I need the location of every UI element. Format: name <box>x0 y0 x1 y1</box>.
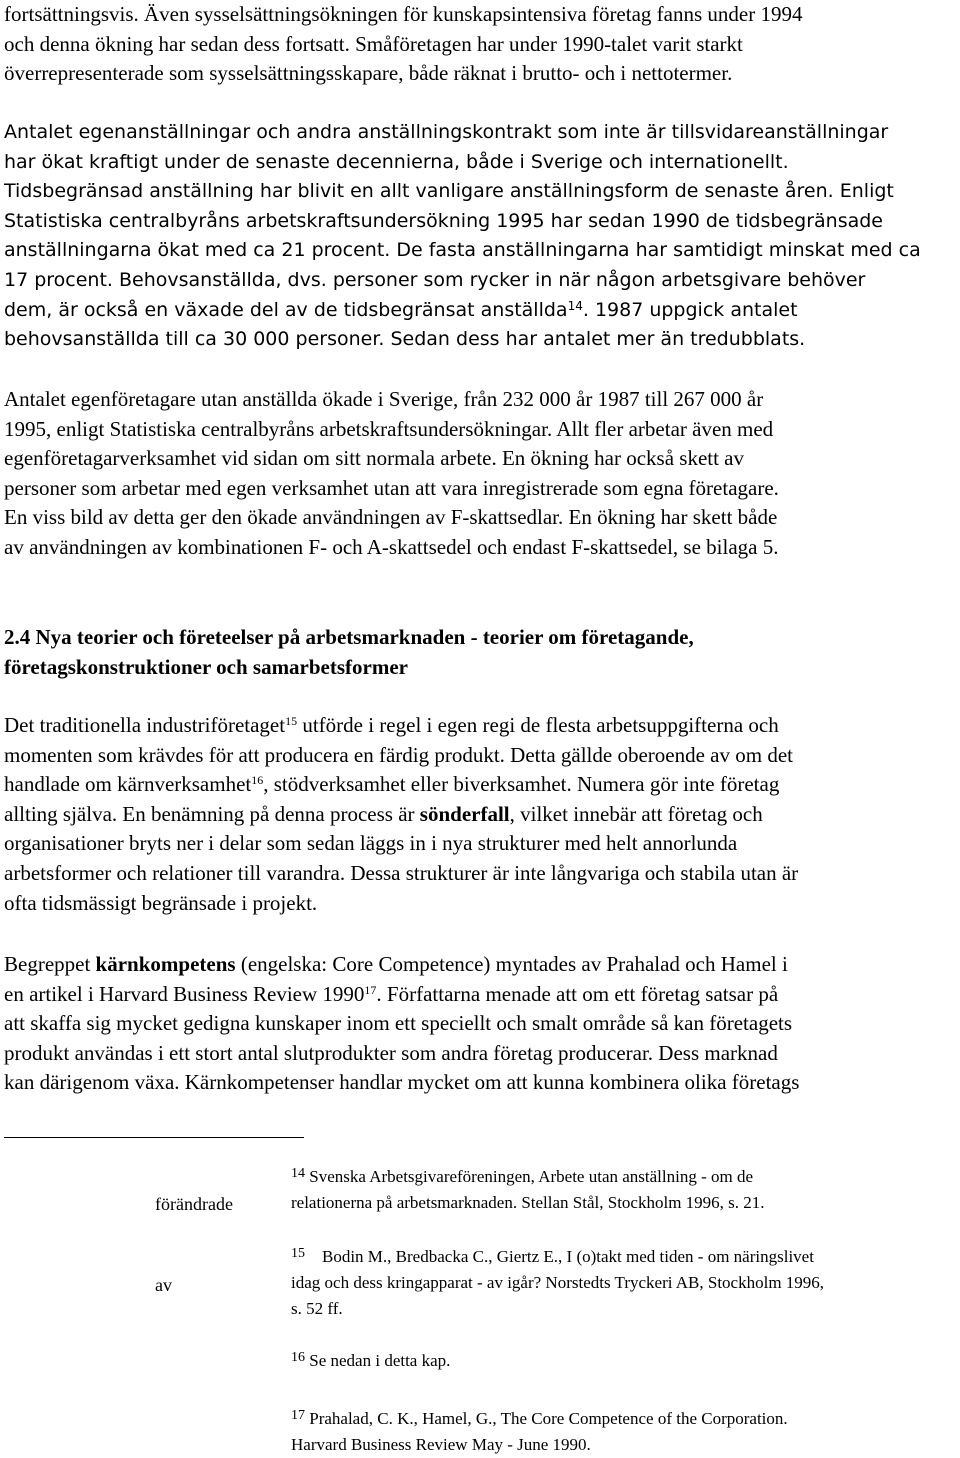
footnote-line: Harvard Business Review May - June 1990. <box>291 1435 591 1454</box>
text-line: överrepresenterade som sysselsättningsskapare, både räknat i brutto- och i nettotermer. <box>4 61 733 86</box>
footnote-ref-14[interactable]: 14 <box>567 298 583 313</box>
text-run: Begreppet <box>4 952 96 976</box>
text-line: personer som arbetar med egen verksamhet utan att vara inregistrerade som egna företagare. <box>4 475 779 500</box>
text-line: Antalet egenföretagare utan anställda ökade i Sverige, från 232 000 år 1987 till 267 000 år <box>4 387 764 411</box>
bold-term: sönderfall <box>419 801 510 826</box>
footnote-text: Se nedan i detta kap. <box>305 1351 451 1370</box>
footnote-text: Prahalad, C. K., Hamel, G., The Core Competence of the Corporation. <box>305 1409 788 1428</box>
text-line: organisationer bryts ner i delar som sedan läggs in i nya strukturer med helt annorlunda <box>4 831 738 856</box>
paragraph-5 <box>4 950 799 1098</box>
text-line: av användningen av kombinationen F- och A-skattsedel och endast F-skattsedel, se bilaga 5. <box>4 534 779 559</box>
text-line <box>4 325 921 355</box>
text-run: Tidsbegränsad anställning har blivit en allt vanligare anställningsform de senaste åren. <box>4 180 834 203</box>
footnote-number: 16 <box>291 1350 305 1365</box>
text-line: och denna ökning har sedan dess fortsatt. Småföretagen har under 1990-talet varit starkt <box>4 31 743 56</box>
footnote-line <box>291 1164 765 1190</box>
text-run: utförde i regel i egen regi de flesta arbetsuppgifterna och <box>297 713 779 737</box>
footnote-line: relationerna på arbetsmarknaden. Stellan Stål, Stockholm 1996, s. 21. <box>291 1193 765 1212</box>
footnote-14 <box>291 1164 765 1216</box>
text-run: (engelska: Core Competence) myntades av Prahalad och Hamel i <box>235 952 788 976</box>
footnote-15 <box>291 1244 824 1322</box>
footnote-text: Svenska Arbetsgivareföreningen, Arbete utan anställning - om de <box>305 1167 754 1186</box>
text-run: dem, är också en växade del av de tidsbegränsat anställda <box>4 298 568 321</box>
paragraph-1 <box>4 0 802 89</box>
text-line: ofta tidsmässigt begränsade i projekt. <box>4 890 318 915</box>
text-line: 1995, enligt Statistiska centralbyråns arbetskraftsundersökningar. Allt fler arbetar även med <box>4 416 774 441</box>
paragraph-3 <box>4 385 779 563</box>
text-line: arbetsformer och relationer till varandra. Dessa strukturer är inte långvariga och stabila utan är <box>4 860 799 885</box>
text-run: , vilket innebär att företag och <box>509 801 763 826</box>
footnote-line: s. 52 ff. <box>291 1299 343 1318</box>
text-line <box>4 980 799 1010</box>
text-run: handlade om kärnverksamhet <box>4 772 252 797</box>
text-line: Antalet egenanställningar och andra anställningskontrakt som inte är tillsvidareanställningar <box>4 121 889 143</box>
footnote-ref-15[interactable]: 15 <box>285 714 298 728</box>
text-line <box>4 770 798 800</box>
text-line: momenten som krävdes för att producera en färdig produkt. Detta gällde oberoende av om det <box>4 742 793 767</box>
footnote-ref-16[interactable]: 16 <box>251 773 264 788</box>
text-run: allting själva. En benämning på denna process är <box>4 801 420 826</box>
paragraph-4 <box>4 711 798 918</box>
text-line <box>4 711 798 741</box>
text-line: har ökat kraftigt under de senaste decennierna, både i Sverige och internationellt. <box>4 150 789 173</box>
text-line: En viss bild av detta ger den ökade användningen av F-skattsedlar. En ökning har skett både <box>4 505 778 530</box>
text-run: en artikel i Harvard Business Review 1990 <box>4 981 365 1006</box>
footnote-ref-17[interactable]: 17 <box>364 982 377 997</box>
text-run: Sedan dess har antalet mer än tredubblats. <box>384 328 806 351</box>
text-line: produkt användas i ett stort antal slutprodukter som andra företag producerar. Dess marknad <box>4 1040 778 1065</box>
text-line <box>4 266 921 296</box>
footnote-16 <box>291 1348 450 1374</box>
footnote-text: Bodin M., Bredbacka C., Giertz E., I (o)takt med tiden - om näringslivet <box>305 1247 814 1266</box>
text-run: De fasta anställningarna har samtidigt minskat med ca <box>390 239 921 262</box>
text-run: Det traditionella industriföretaget <box>4 713 286 737</box>
heading-line: 2.4 Nya teorier och företeelser på arbetsmarknaden - teorier om företagande, <box>4 625 694 649</box>
heading-line: företagskonstruktioner och samarbetsformer <box>4 655 408 679</box>
text-line <box>4 950 799 980</box>
text-line <box>4 177 921 207</box>
text-run: Behovsanställda, dvs. <box>112 268 327 291</box>
footnote-number: 14 <box>291 1166 305 1181</box>
text-run: anställningarna ökat med ca 21 procent. <box>4 239 391 262</box>
footnote-separator <box>4 1137 304 1138</box>
paragraph-2 <box>4 118 921 355</box>
footnote-line <box>291 1244 824 1270</box>
footnote-margin-word: förändrade <box>155 1194 233 1214</box>
text-run: Enligt <box>833 180 894 203</box>
text-line <box>4 800 798 830</box>
text-run: . 1987 uppgick antalet <box>582 298 798 321</box>
text-run: , stödverksamhet eller biverksamhet. Numera gör inte företag <box>263 772 780 797</box>
bold-term: kärnkompetens <box>95 952 236 976</box>
text-run: behovsanställda till ca 30 000 personer. <box>4 328 385 351</box>
footnote-margin-word: av <box>155 1275 172 1295</box>
text-run: . Författarna menade att om ett företag satsar på <box>376 981 779 1006</box>
footnote-number: 17 <box>291 1408 305 1423</box>
text-line <box>4 236 921 266</box>
footnote-line <box>291 1348 450 1374</box>
text-run: personer som rycker in när någon arbetsgivare behöver <box>326 268 866 291</box>
text-line: Statistiska centralbyråns arbetskraftsundersökning 1995 har sedan 1990 de tidsbegränsade <box>4 209 883 232</box>
text-line <box>4 296 921 326</box>
text-line: egenföretagarverksamhet vid sidan om sitt normala arbete. En ökning har också skett av <box>4 446 745 471</box>
text-line: kan därigenom växa. Kärnkompetenser handlar mycket om att kunna kombinera olika företags <box>4 1070 800 1095</box>
section-heading <box>4 622 694 682</box>
text-line: fortsättningsvis. Även sysselsättningsökningen för kunskapsintensiva företag fanns under 1994 <box>4 2 803 26</box>
footnote-line: idag och dess kringapparat - av igår? Norstedts Tryckeri AB, Stockholm 1996, <box>291 1273 825 1292</box>
text-run: 17 procent. <box>4 268 113 291</box>
footnote-17 <box>291 1406 788 1458</box>
footnote-number: 15 <box>291 1246 305 1261</box>
text-line: att skaffa sig mycket gedigna kunskaper inom ett speciellt och smalt område så kan företagets <box>4 1011 793 1036</box>
footnote-line <box>291 1406 788 1432</box>
